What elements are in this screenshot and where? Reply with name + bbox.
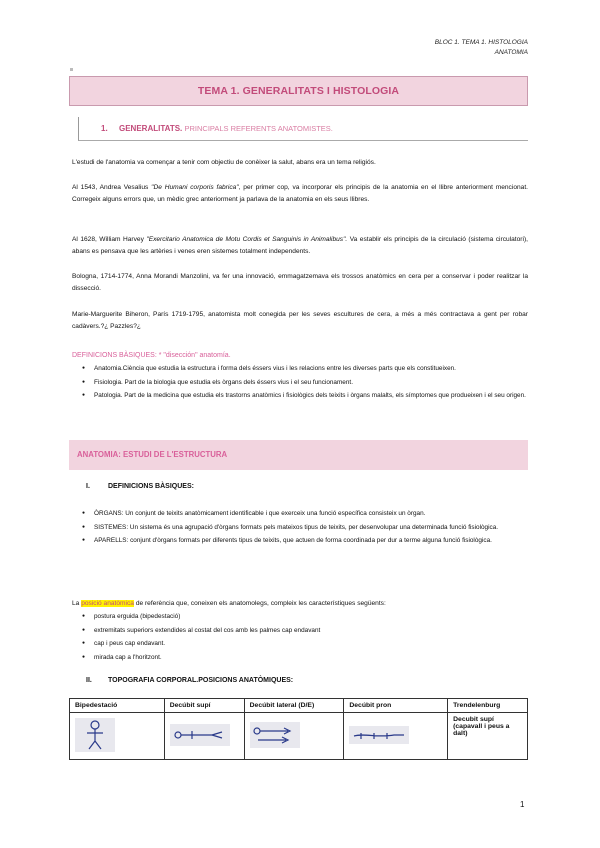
harvey-book: "Exercitario Anatomica de Motu Cordis et Sanguinis in Animalibus". — [146, 236, 348, 243]
supine-figure-icon — [170, 722, 230, 748]
table-header-row — [70, 699, 528, 713]
vesalius-lead: Al 1543, Andrea Vesalius — [72, 184, 149, 191]
anatomia-band-title: ANATOMIA: ESTUDI DE L'ESTRUCTURA — [77, 450, 228, 459]
section-title-main: GENERALITATS. — [119, 124, 183, 133]
definicions-list — [82, 363, 528, 404]
table-header-cell: Bipedestació — [70, 699, 165, 713]
decubit-lateral-sketch — [244, 713, 344, 760]
prone-figure-icon — [349, 724, 409, 746]
page-number: 1 — [520, 800, 525, 809]
subsection-2-number: II. — [86, 677, 92, 684]
table-header-cell: Trendelenburg — [448, 699, 528, 713]
definicions-heading: DEFINICIONS BÀSIQUES: * "disección" anatomía. — [72, 352, 231, 359]
basic-definitions-list — [82, 508, 528, 549]
lateral-figure-icon — [250, 720, 300, 750]
bipedestacio-sketch — [70, 713, 165, 760]
decubit-pron-sketch — [344, 713, 448, 760]
harvey-lead: Al 1628, William Harvey — [72, 236, 144, 243]
vesalius-book: "De Humani corporis fabrica" — [151, 184, 239, 191]
paragraph-1: L'estudi de l'anatomia va començar a tenir com objectiu de conèixer la salut, abans era un tema religiós. — [72, 159, 376, 166]
chapter-title-band — [69, 76, 528, 106]
paragraph-morandi: Bologna, 1714-1774, Anna Morandi Manzolini, va fer una innovació, emmagatzemava els trossos anatòmics en cera per a conservar i poder realitzar la dissecció. — [72, 273, 528, 292]
paragraph-biheron: Marie-Marguerite Biheron, París 1719-1795, anatomista molt conegida per les seves escultures de cera, a més a més contractava a gent per robar cadàvers.?¿ Pazzles?¿ — [72, 311, 528, 330]
table-row — [70, 713, 528, 760]
header-mark — [70, 68, 73, 71]
harvey-text: Va establir els principis de la circulació (sistema circulatori), abans es pensava que les artèries i venes eren sistemes totalment independents. — [72, 236, 528, 255]
list-item: ● Fisiologia. Part de la biologia que estudia els òrgans dels éssers vius i el seu funcionament. — [82, 377, 528, 389]
posicio-post: de referència que, coneixen els anatomolegs, compleix les característiques següents: — [135, 600, 386, 607]
subsection-1-title: DEFINICIONS BÀSIQUES: — [108, 483, 194, 490]
list-item: ● APARELLS: conjunt d'òrgans formats per diferents tipus de teixits, que actuen de forma coordinada per dur a terme alguna funció fisiològica. — [82, 535, 528, 547]
list-item: ● postura erguida (bipedestació) — [82, 611, 382, 623]
header-line-1: BLOC 1. TEMA 1. HISTOLOGIA — [434, 39, 528, 46]
table-header-cell: Decúbit lateral (D/E) — [244, 699, 344, 713]
paragraph-harvey — [72, 234, 528, 257]
table-header-cell: Decúbit supí — [164, 699, 244, 713]
subsection-2-title: TOPOGRAFIA CORPORAL.POSICIONS ANATÒMIQUES: — [108, 677, 294, 684]
chapter-title: TEMA 1. GENERALITATS I HISTOLOGIA — [197, 85, 400, 97]
list-item: ● SISTEMES: Un sistema és una agrupació d'òrgans formats pels mateixos tipus de teixits, per desenvolupar una determinada funció fisiològica. — [82, 522, 528, 534]
posicio-list — [82, 611, 382, 665]
running-header — [435, 38, 528, 58]
header-line-2: ANATOMIA — [494, 49, 528, 56]
list-item: ● cap i peus cap endavant. — [82, 638, 382, 650]
vesalius-text: , per primer cop, va incorporar els principis de la anatomia en el llibre anteriorment mencionat. Corregeix alguns errors que, un mèdic grec anteriorment ja parlava de la anatomia en els seus llibres. — [72, 184, 528, 203]
trendelenburg-description: Decubit supí (capavall i peus a dalt) — [448, 713, 528, 760]
positions-table — [69, 698, 528, 760]
standing-figure-icon — [75, 716, 115, 754]
section-title — [119, 124, 333, 133]
list-item: ● extremitats superiors extendides al costat del cos amb les palmes cap endavant — [82, 625, 382, 637]
posicio-highlight: posició anatòmica — [81, 600, 134, 607]
section-number: 1. — [101, 124, 108, 133]
table-header-cell: Decúbit pron — [344, 699, 448, 713]
posicio-paragraph — [72, 598, 528, 610]
decubit-supi-sketch — [164, 713, 244, 760]
section-subtitle: PRINCIPALS REFERENTS ANATOMISTES. — [184, 124, 333, 133]
list-item: ● ÒRGANS: Un conjunt de teixits anatòmicament identificable i que exerceix una funció específica consisteix un òrgan. — [82, 508, 528, 520]
list-item: ● Anatomia.Ciència que estudia la estructura i forma dels éssers vius i les relacions entre les diverses parts que els constitueixen. — [82, 363, 528, 375]
subsection-1-number: I. — [86, 483, 90, 490]
posicio-pre: La — [72, 600, 80, 607]
anatomia-band — [69, 440, 528, 470]
section-heading — [78, 117, 528, 141]
list-item: ● mirada cap a l'horitzont. — [82, 652, 382, 664]
paragraph-vesalius — [72, 182, 528, 205]
list-item: ● Patologia. Part de la medicina que estudia els trastorns anatòmics i fisiològics dels teixits i òrgans malalts, els símptomes que produeixen i el seu origen. — [82, 390, 528, 402]
